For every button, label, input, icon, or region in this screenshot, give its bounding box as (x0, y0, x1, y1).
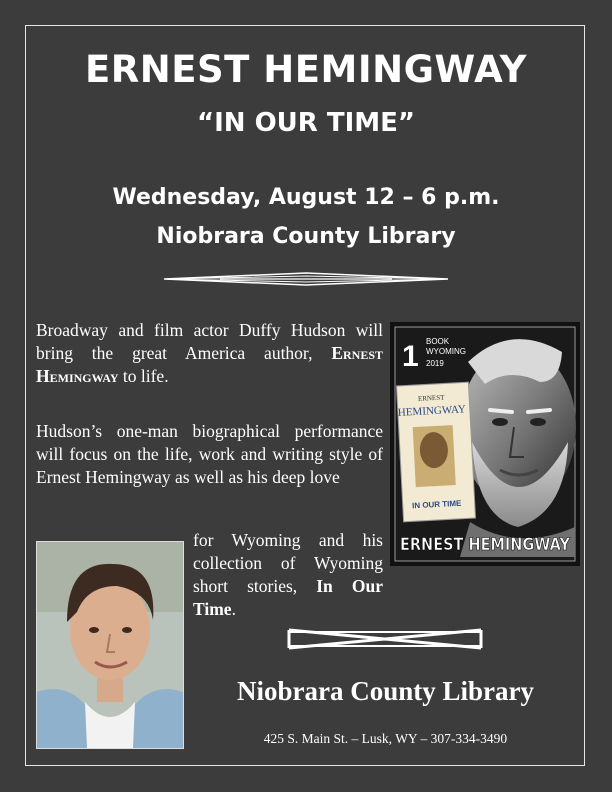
description-text-end: for Wyoming and his collection of Wyoming short stories, (193, 530, 383, 596)
intro-text-start: Broadway and film actor Duffy Hudson will bring the great America author, (36, 320, 383, 363)
description-period: . (231, 599, 236, 619)
badge-number: 1 (402, 340, 419, 373)
small-book-author-last: HEMINGWAY (397, 403, 467, 419)
performer-portrait-art (37, 542, 183, 748)
poster-title: ERNEST HEMINGWAY (85, 48, 527, 91)
event-venue: Niobrara County Library (156, 224, 456, 249)
description-paragraph: Hudson’s one-man biographical performance will focus on the life, work and writing style of Ernest Hemingway as well as his deep love (36, 421, 383, 487)
cover-author-name: ERNEST HEMINGWAY (400, 535, 571, 555)
event-date: Wednesday, August 12 – 6 p.m. (112, 185, 500, 210)
ornamental-divider-bottom (285, 626, 485, 652)
ornamental-divider-top (160, 270, 452, 288)
book-cover-art (390, 322, 580, 566)
footer-address: 425 S. Main St. – Lusk, WY – 307-334-3490 (263, 731, 508, 746)
book-title-emphasis: In Our Time (193, 576, 383, 619)
poster-subtitle: “IN OUR TIME” (197, 108, 415, 138)
badge-line-wyoming: WYOMING (426, 347, 466, 356)
intro-text-end: to life. (118, 366, 169, 386)
small-book-title: IN OUR TIME (411, 498, 462, 511)
small-book-cover (396, 382, 475, 522)
small-book-author-first: ERNEST (417, 393, 445, 403)
author-name-smallcaps: Ernest Hemingway (36, 343, 383, 386)
badge-line-book: BOOK (426, 337, 450, 346)
book-cover-image (390, 322, 580, 566)
footer-library-name: Niobrara County Library (237, 676, 534, 706)
badge-year: 2019 (426, 359, 444, 368)
performer-photo (36, 541, 184, 749)
intro-paragraph (36, 319, 383, 388)
description-paragraph-continued (193, 529, 383, 621)
